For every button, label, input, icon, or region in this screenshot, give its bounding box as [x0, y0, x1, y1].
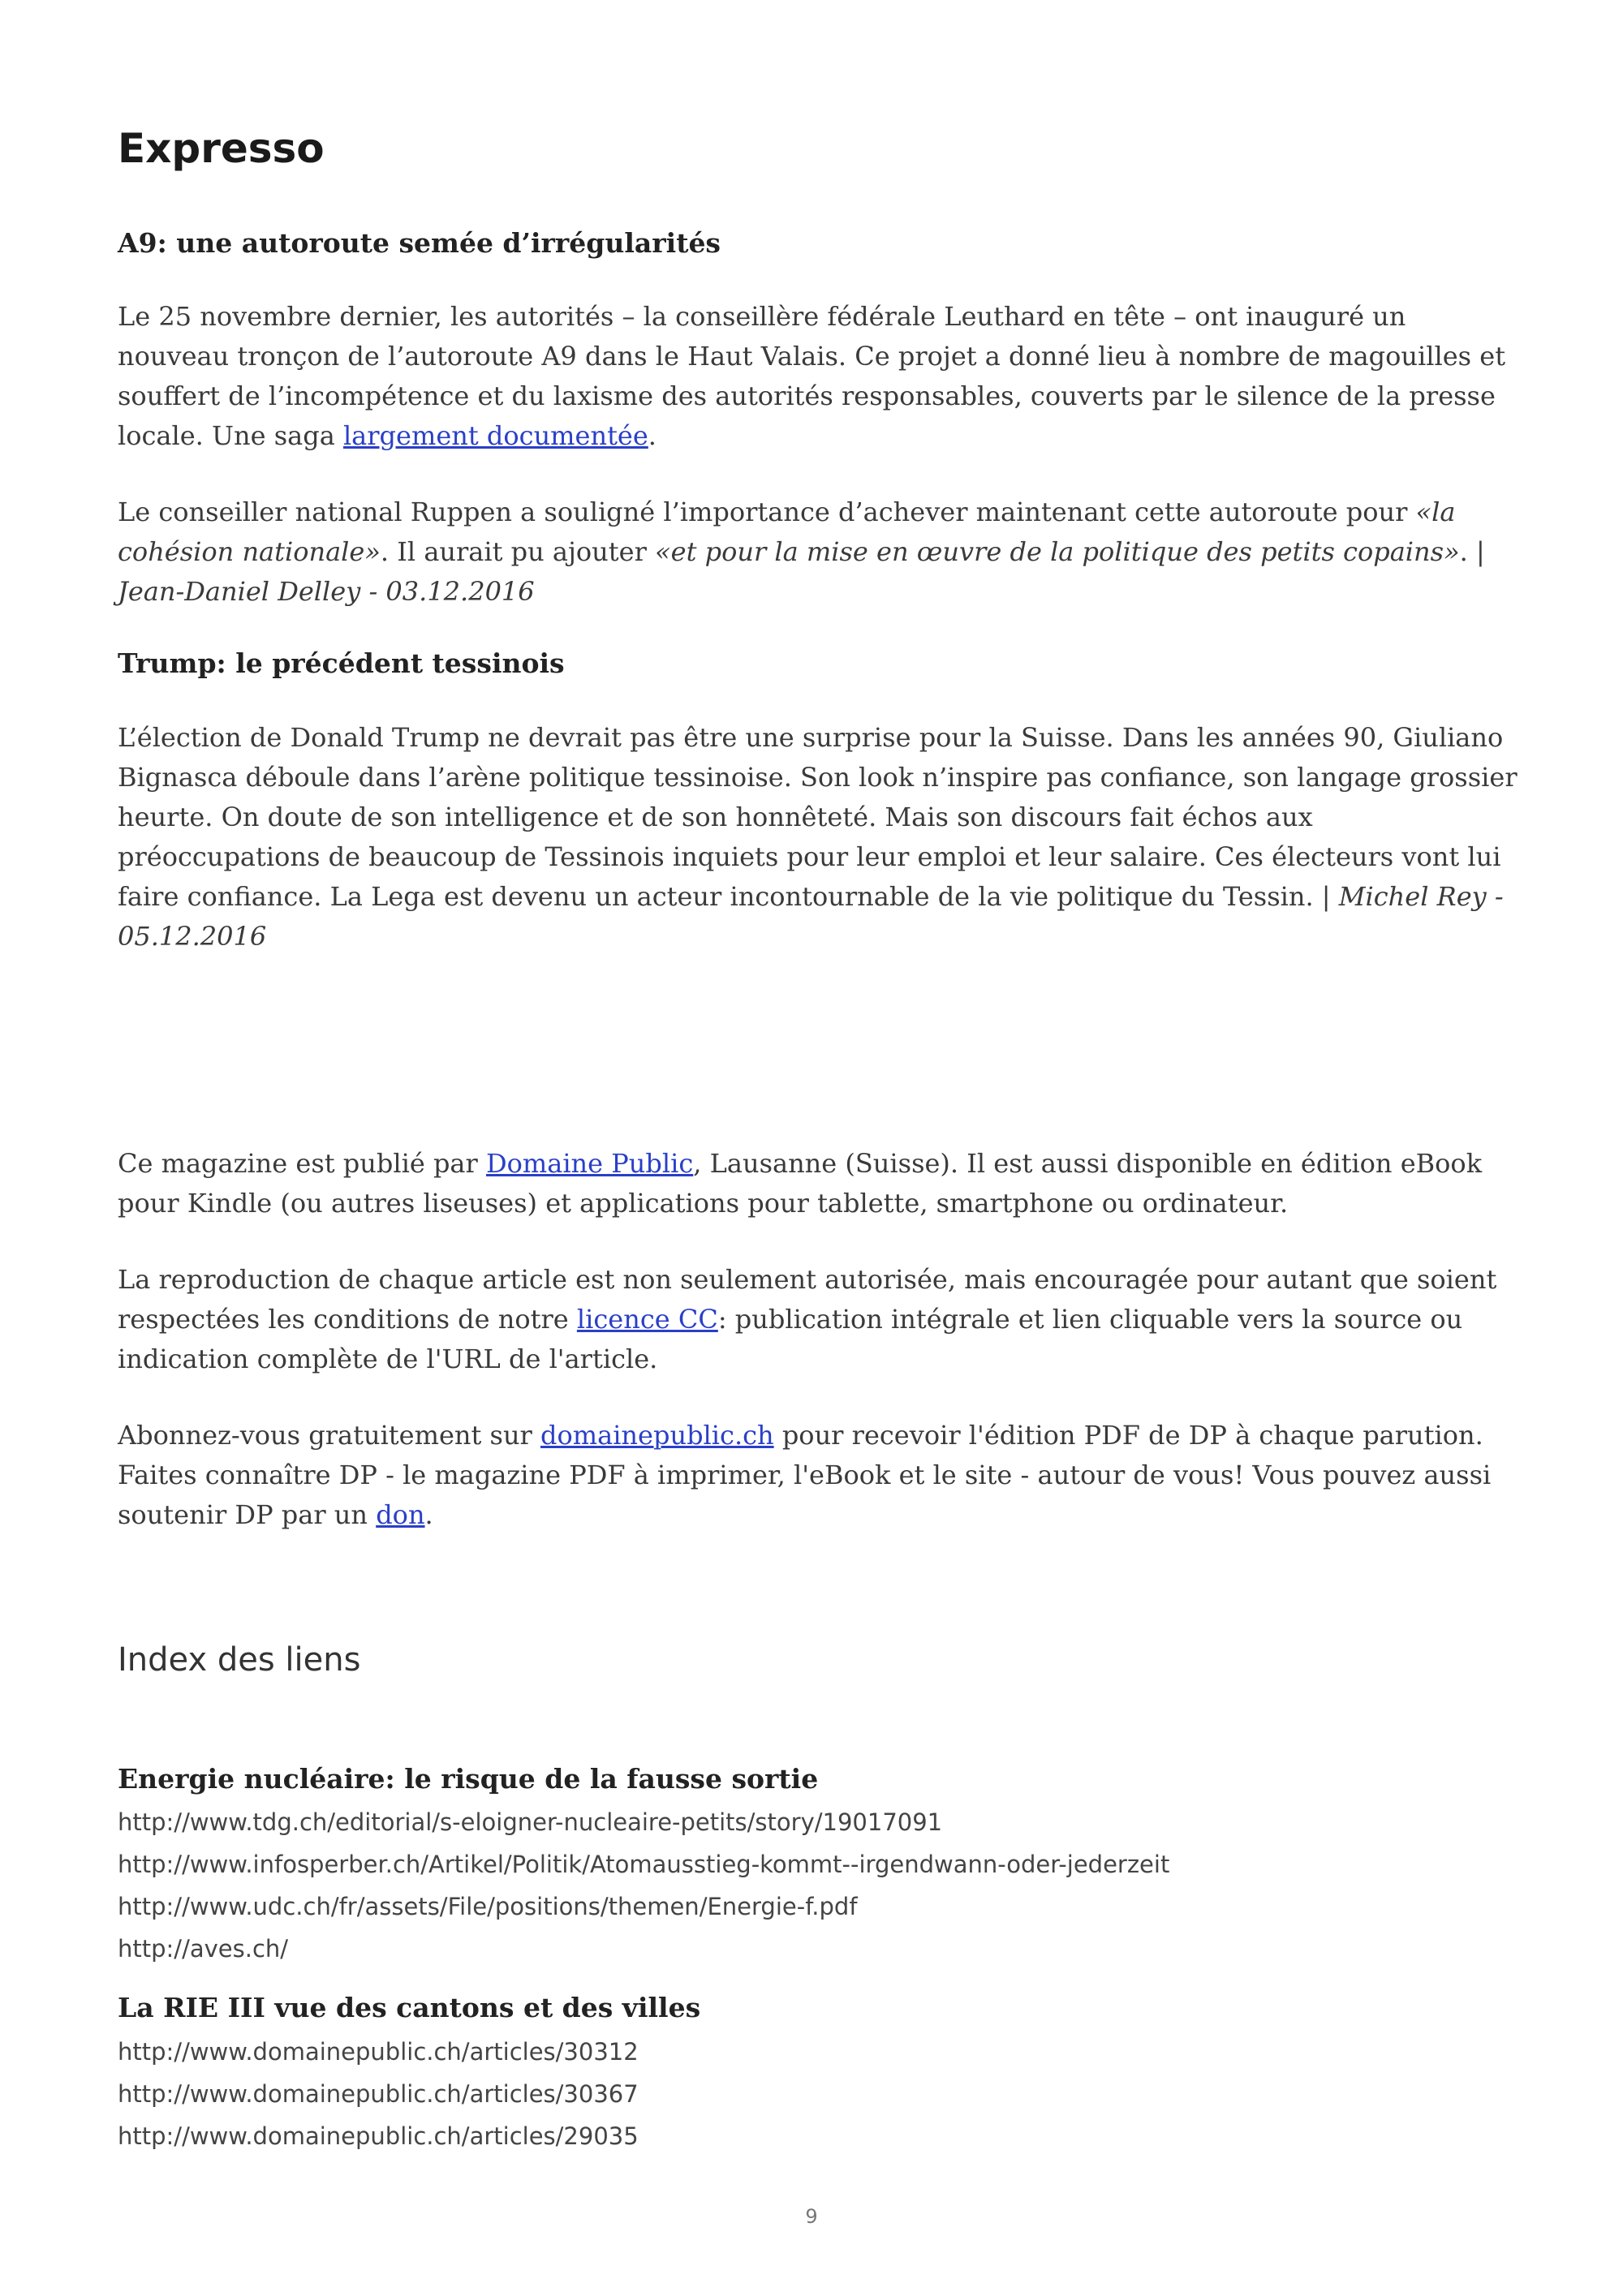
paragraph-text: : publication intégrale et lien cliquable vers la source ou indication complète de l'URL de l'article.	[118, 1304, 1463, 1374]
byline: Michel Rey - 05.12.2016	[118, 881, 1504, 952]
index-group-title: Energie nucléaire: le risque de la fausse sortie	[118, 1763, 819, 1795]
paragraph-text: Le 25 novembre dernier, les autorités – la conseillère fédérale Leuthard en tête – ont inauguré un nouveau tronçon de l’autoroute A9 dans le Haut Valais. Ce projet a donné lieu à nombre de magouilles et souffert de l’incompétence et du laxisme des autorités responsables, couverts par le silence de la presse locale. Une saga	[118, 301, 1506, 451]
paragraph-text: , Lausanne (Suisse). Il est aussi disponible en édition eBook pour Kindle (ou autres liseuses) et applications pour tablette, smartphone ou ordinateur.	[118, 1148, 1483, 1219]
article-a9-paragraph-1	[118, 297, 1518, 456]
index-title: Index des liens	[118, 1641, 361, 1679]
index-url[interactable]: http://www.tdg.ch/editorial/s-eloigner-nucleaire-petits/story/19017091	[118, 1808, 943, 1836]
paragraph-text: pour recevoir l'édition PDF de DP à chaque parution. Faites connaître DP - le magazine PDF à imprimer, l'eBook et le site - autour de vous! Vous pouvez aussi soutenir DP par un	[118, 1420, 1492, 1530]
publisher-paragraph	[118, 1144, 1518, 1223]
page-number: 9	[805, 2205, 818, 2228]
domainepublic-link[interactable]: domainepublic.ch	[540, 1420, 774, 1451]
index-url[interactable]: http://www.infosperber.ch/Artikel/Politik/Atomausstieg-kommt--irgendwann-oder-jederzeit	[118, 1851, 1170, 1878]
license-paragraph	[118, 1260, 1518, 1379]
paragraph-text: Abonnez-vous gratuitement sur	[118, 1420, 541, 1451]
article-a9-paragraph-2	[118, 492, 1518, 612]
paragraph-text: Le conseiller national Ruppen a souligné l’importance d’achever maintenant cette autoroute pour	[118, 497, 1416, 527]
byline: Jean-Daniel Delley - 03.12.2016	[118, 576, 535, 607]
paragraph-text: Ce magazine est publié par	[118, 1148, 486, 1179]
article-trump-paragraph	[118, 718, 1518, 957]
quote: «la cohésion nationale»	[118, 497, 1456, 567]
quote: «et pour la mise en œuvre de la politique des petits copains»	[655, 536, 1460, 567]
paragraph-text: L’élection de Donald Trump ne devrait pas être une surprise pour la Suisse. Dans les années 90, Giuliano Bignasca déboule dans l’arène politique tessinoise. Son look n’inspire pas confiance, son langage grossier heurte. On doute de son intelligence et de son honnêteté. Mais son discours fait échos aux préoccupations de beaucoup de Tessinois inquiets pour leur emploi et leur salaire. Ces électeurs vont lui faire confiance. La Lega est devenu un acteur incontournable de la vie politique du Tessin. |	[118, 722, 1518, 912]
index-url[interactable]: http://aves.ch/	[118, 1935, 289, 1963]
paragraph-text: . |	[1459, 536, 1485, 567]
largement-documentee-link[interactable]: largement documentée	[342, 420, 648, 451]
index-url[interactable]: http://www.udc.ch/fr/assets/File/positions/themen/Energie-f.pdf	[118, 1893, 858, 1920]
paragraph-text: .	[424, 1499, 433, 1530]
paragraph-text: .	[648, 420, 657, 451]
domaine-public-link[interactable]: Domaine Public	[485, 1148, 694, 1179]
don-link[interactable]: don	[376, 1499, 425, 1530]
index-group-title: La RIE III vue des cantons et des villes	[118, 1992, 701, 2023]
index-url[interactable]: http://www.domainepublic.ch/articles/30312	[118, 2038, 639, 2066]
paragraph-text: . Il aurait pu ajouter	[380, 536, 656, 567]
paragraph-text: La reproduction de chaque article est non seulement autorisée, mais encouragée pour autant que soient respectées les conditions de notre	[118, 1264, 1497, 1335]
licence-cc-link[interactable]: licence CC	[576, 1304, 718, 1335]
index-url-list	[118, 1801, 1169, 1970]
index-url[interactable]: http://www.domainepublic.ch/articles/29035	[118, 2122, 639, 2150]
index-url[interactable]: http://www.domainepublic.ch/articles/30367	[118, 2080, 639, 2108]
index-url-list	[118, 2031, 639, 2157]
section-title: Expresso	[118, 125, 325, 172]
subscribe-paragraph	[118, 1416, 1518, 1535]
article-title-trump: Trump: le précédent tessinois	[118, 647, 565, 679]
article-title-a9: A9: une autoroute semée d’irrégularités	[118, 227, 721, 259]
